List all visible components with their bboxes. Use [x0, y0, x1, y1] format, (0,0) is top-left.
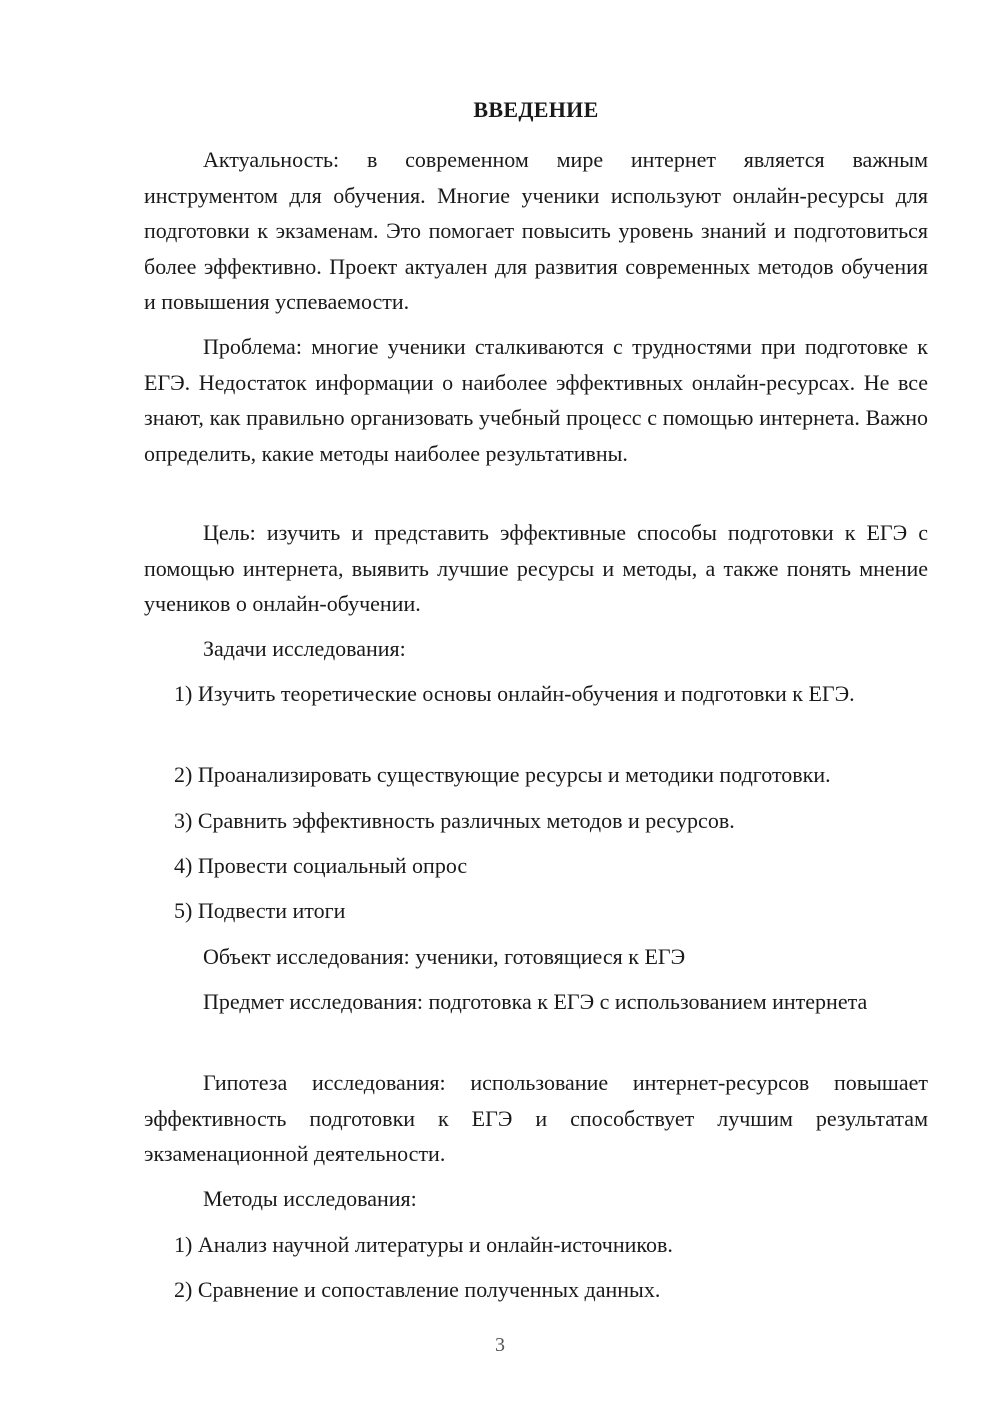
method-item-1: 1) Анализ научной литературы и онлайн-источников. — [174, 1232, 673, 1257]
relevance-paragraph: Актуальность: в современном мире интернет является важным инструментом для обучения. Многие ученики используют онлайн-ресурсы для подготовки к экзаменам. Это помогает повысить уровень знаний и подготовиться более эффективно. Проект актуален для развития современных методов обучения и повышения успеваемости. — [144, 147, 928, 314]
section-heading: ВВЕДЕНИЕ — [473, 97, 599, 122]
object-paragraph: Объект исследования: ученики, готовящиеся к ЕГЭ — [203, 944, 686, 969]
page-number: 3 — [495, 1334, 505, 1356]
task-item-3: 3) Сравнить эффективность различных методов и ресурсов. — [174, 808, 735, 833]
methods-heading: Методы исследования: — [203, 1186, 417, 1211]
tasks-heading: Задачи исследования: — [203, 636, 406, 661]
task-item-1: 1) Изучить теоретические основы онлайн-обучения и подготовки к ЕГЭ. — [174, 681, 855, 706]
method-item-2: 2) Сравнение и сопоставление полученных данных. — [174, 1277, 661, 1302]
problem-paragraph: Проблема: многие ученики сталкиваются с трудностями при подготовке к ЕГЭ. Недостаток информации о наиболее эффективных онлайн-ресурсах. Не все знают, как правильно организовать учебный процесс с помощью интернета. Важно определить, какие методы наиболее результативны. — [144, 334, 928, 466]
subject-paragraph: Предмет исследования: подготовка к ЕГЭ с использованием интернета — [203, 989, 868, 1014]
task-item-4: 4) Провести социальный опрос — [174, 853, 468, 878]
goal-paragraph: Цель: изучить и представить эффективные способы подготовки к ЕГЭ с помощью интернета, выявить лучшие ресурсы и методы, а также понять мнение учеников о онлайн-обучении. — [144, 520, 928, 616]
task-item-5: 5) Подвести итоги — [174, 898, 346, 923]
task-item-2: 2) Проанализировать существующие ресурсы и методики подготовки. — [174, 762, 831, 787]
hypothesis-paragraph: Гипотеза исследования: использование интернет-ресурсов повышает эффективность подготовки к ЕГЭ и способствует лучшим результатам экзаменационной деятельности. — [144, 1070, 928, 1166]
